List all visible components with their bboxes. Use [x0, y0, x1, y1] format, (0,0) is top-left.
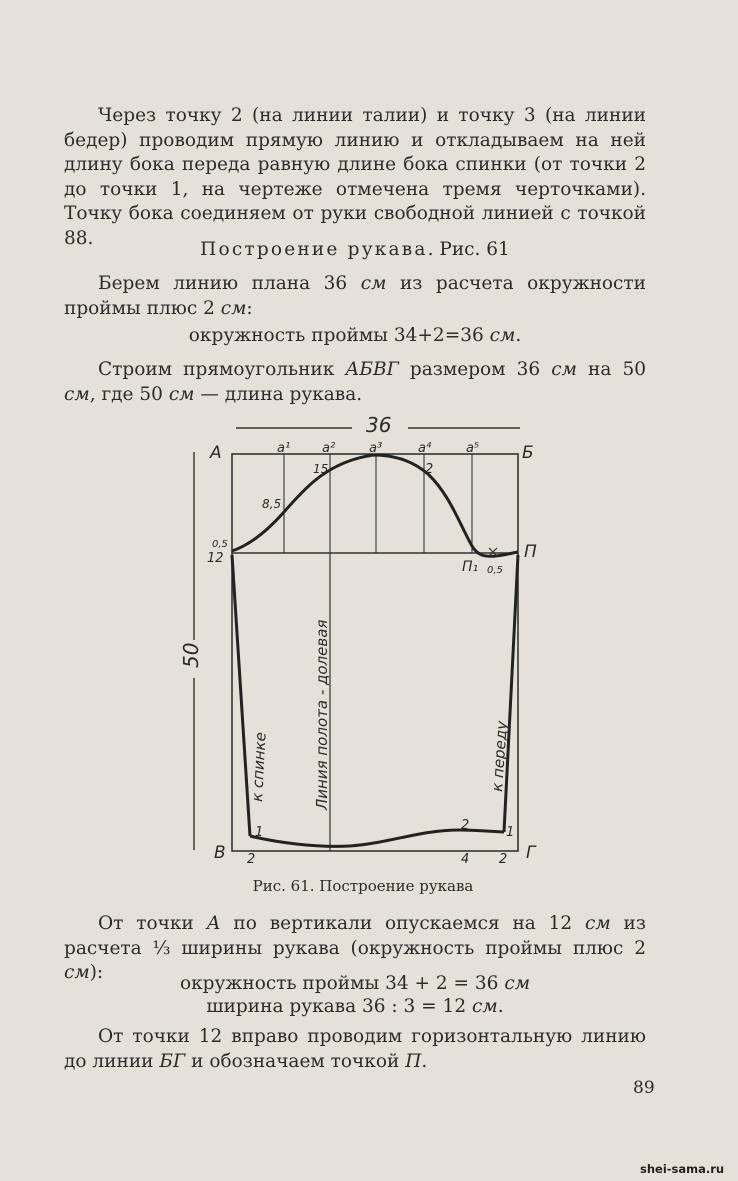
hem-number-2-right: 2 [499, 852, 508, 867]
unit: см [471, 996, 498, 1017]
point-label-p: П [524, 542, 537, 562]
top-mark-a3: a³ [369, 441, 383, 456]
formula-armhole-2 [64, 972, 646, 997]
hem-number-1-right: 1 [506, 825, 515, 840]
text: размером 36 [398, 359, 552, 380]
text: . [515, 325, 522, 346]
paragraph-point-12 [64, 1025, 646, 1074]
unit: см [220, 297, 247, 319]
point-label-12: 12 [207, 551, 224, 566]
text: и обозначаем точкой [185, 1050, 406, 1072]
text: . [421, 1050, 428, 1072]
cap-number-8-5: 8,5 [262, 497, 282, 511]
width-label: 36 [366, 413, 392, 437]
text: окружность проймы 34+2=36 [188, 325, 490, 346]
top-mark-a1: a¹ [277, 441, 291, 456]
rectangle-abvg [232, 454, 518, 851]
text: От точки 12 вправо проводим горизонтальную линию до линии [64, 1026, 646, 1072]
label: А [206, 913, 221, 934]
heading-figure-ref: . Рис. 61 [427, 239, 510, 260]
corner-label-g: Г [526, 843, 536, 863]
back-underarm-seam [232, 555, 250, 836]
cap-number-15: 15 [313, 462, 329, 476]
text: Берем линию плана 36 [98, 273, 361, 294]
hem-number-4: 4 [461, 852, 470, 867]
hem-number-2-left: 2 [247, 852, 256, 867]
hem-number-1-left: 1 [255, 825, 264, 840]
top-mark-a5: a⁵ [466, 441, 480, 456]
label: П [405, 1050, 422, 1072]
corner-label-v: В [214, 843, 226, 863]
unit: см [360, 273, 387, 294]
unit: см [168, 383, 195, 405]
unit: см [64, 962, 90, 983]
top-mark-a2: a² [322, 441, 336, 456]
unit: см [64, 383, 90, 405]
corner-label-a: А [210, 443, 222, 463]
length-label: 50 [179, 642, 203, 668]
text: : [246, 297, 253, 319]
page-number: 89 [633, 1078, 655, 1098]
hem-number-2-mid: 2 [461, 818, 470, 833]
text: из расчета ⅓ ширины рукава (окружность проймы плюс 2 [64, 913, 646, 959]
label-to-front: к переду [488, 720, 511, 793]
label-grain-line: Линия полота - долевая [313, 619, 331, 810]
point-label-p1: П₁ [462, 559, 479, 575]
label-to-back: к спинке [248, 731, 270, 803]
text: Строим прямоугольник [98, 359, 346, 380]
cap-number-2: 2 [425, 462, 434, 477]
label: АБВГ [345, 359, 399, 380]
text: — длина рукава. [194, 383, 363, 405]
cap-number-0-5-right: 0,5 [487, 565, 503, 576]
text: ): [89, 962, 104, 983]
watermark: shei-sama.ru [640, 1162, 725, 1176]
text: От точки [98, 913, 207, 934]
paragraph-text: Через точку 2 (на линии талии) и точку 3 (на линии бедер) проводим прямую линию и откладываем на ней длину бока переда равную длине бока спинки (от точки 2 до точки 1, на чертеже отмечена тремя черточками). Точку бока соединяем от руки свободной линией с точкой 88. [64, 105, 646, 249]
cap-number-0-5-left: 0,5 [212, 539, 228, 550]
text: из расчета окружности проймы плюс 2 [64, 273, 646, 319]
unit: см [504, 973, 531, 994]
text: по вертикали опускаемся на 12 [220, 913, 586, 934]
unit: см [585, 913, 611, 934]
unit: см [489, 325, 516, 346]
text: на 50 [576, 359, 646, 380]
heading-text: Построение рукава [200, 239, 428, 260]
formula-sleeve-width [64, 995, 646, 1020]
corner-label-b: Б [522, 443, 534, 463]
top-mark-a4: a⁴ [418, 441, 432, 456]
text: ширина рукава 36 : 3 = 12 [206, 996, 472, 1017]
text: окружность проймы 34 + 2 = 36 [179, 973, 505, 994]
label: БГ [159, 1050, 186, 1072]
text: . [497, 996, 504, 1017]
unit: см [551, 359, 577, 380]
text: , где 50 [89, 383, 169, 405]
figure-caption: Рис. 61. Построение рукава [252, 877, 474, 895]
